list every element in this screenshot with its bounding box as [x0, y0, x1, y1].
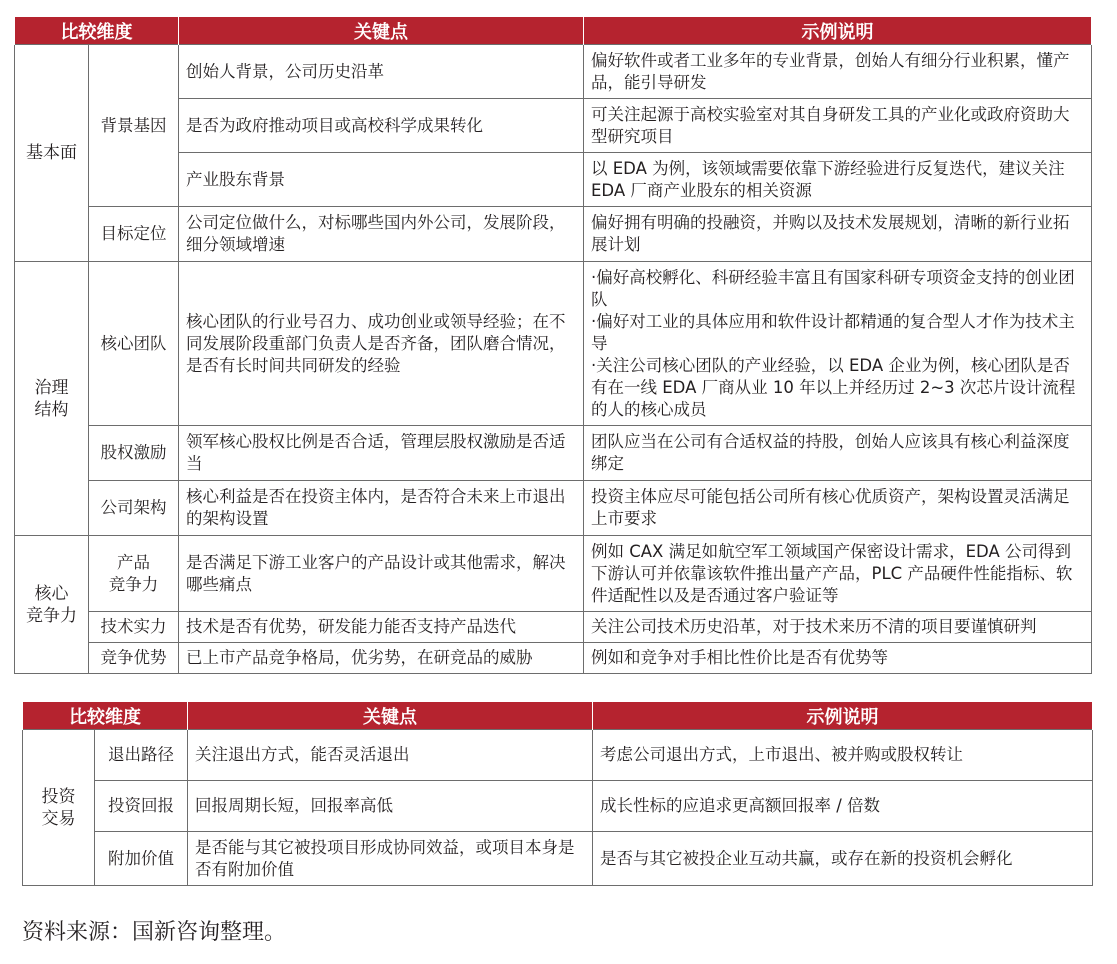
header-key-point: 关键点 — [188, 702, 593, 730]
example-cell: 考虑公司退出方式，上市退出、被并购或股权转让 — [593, 730, 1093, 781]
category-core-competence: 核心 竞争力 — [15, 536, 89, 674]
subcategory-technology: 技术实力 — [89, 612, 179, 643]
key-point-cell: 创始人背景，公司历史沿革 — [179, 45, 584, 99]
key-point-cell: 是否满足下游工业客户的产品设计或其他需求，解决哪些痛点 — [179, 536, 584, 612]
category-governance: 治理 结构 — [15, 262, 89, 536]
subcategory-advantage: 竞争优势 — [89, 643, 179, 674]
example-cell: 关注公司技术历史沿革，对于技术来历不清的项目要谨慎研判 — [584, 612, 1092, 643]
category-investment-transaction: 投资 交易 — [23, 730, 95, 886]
key-point-cell: 核心团队的行业号召力、成功创业或领导经验；在不同发展阶段重部门负责人是否齐备，团队磨合情况，是否有长时间共同研发的经验 — [179, 262, 584, 426]
subcategory-exit: 退出路径 — [95, 730, 188, 781]
table-row — [15, 207, 1092, 262]
key-point-cell: 是否能与其它被投项目形成协同效益，或项目本身是否有附加价值 — [188, 832, 593, 886]
example-cell: 团队应当在公司有合适权益的持股，创始人应该具有核心利益深度绑定 — [584, 426, 1092, 481]
example-cell: 成长性标的应追求更高额回报率 / 倍数 — [593, 781, 1093, 832]
table-row — [15, 426, 1092, 481]
table-row — [23, 832, 1093, 886]
example-bullet: ·偏好高校孵化、科研经验丰富且有国家科研专项资金支持的创业团队 — [591, 267, 1075, 309]
category-fundamentals: 基本面 — [15, 45, 89, 262]
table-row — [15, 481, 1092, 536]
key-point-cell: 技术是否有优势，研发能力能否支持产品迭代 — [179, 612, 584, 643]
subcategory-core-team: 核心团队 — [89, 262, 179, 426]
table-header-row — [15, 17, 1092, 45]
example-cell — [584, 262, 1092, 426]
header-example: 示例说明 — [584, 17, 1092, 45]
key-point-cell: 领军核心股权比例是否合适，管理层股权激励是否适当 — [179, 426, 584, 481]
table-row — [15, 45, 1092, 99]
subcategory-positioning: 目标定位 — [89, 207, 179, 262]
example-bullet: ·偏好对工业的具体应用和软件设计都精通的复合型人才作为技术主导 — [591, 311, 1075, 353]
subcategory-background: 背景基因 — [89, 45, 179, 207]
key-point-cell: 产业股东背景 — [179, 153, 584, 207]
example-cell: 投资主体应尽可能包括公司所有核心优质资产，架构设置灵活满足上市要求 — [584, 481, 1092, 536]
subcategory-return: 投资回报 — [95, 781, 188, 832]
subcategory-equity-incentive: 股权激励 — [89, 426, 179, 481]
header-example: 示例说明 — [593, 702, 1093, 730]
key-point-cell: 关注退出方式，能否灵活退出 — [188, 730, 593, 781]
example-cell: 偏好软件或者工业多年的专业背景，创始人有细分行业积累，懂产品，能引导研发 — [584, 45, 1092, 99]
subcategory-structure: 公司架构 — [89, 481, 179, 536]
key-point-cell: 核心利益是否在投资主体内，是否符合未来上市退出的架构设置 — [179, 481, 584, 536]
evaluation-table-1 — [14, 17, 1092, 674]
table-row — [15, 262, 1092, 426]
header-key-point: 关键点 — [179, 17, 584, 45]
subcategory-added-value: 附加价值 — [95, 832, 188, 886]
table-row — [15, 612, 1092, 643]
key-point-cell: 是否为政府推动项目或高校科学成果转化 — [179, 99, 584, 153]
subcategory-product: 产品 竞争力 — [89, 536, 179, 612]
key-point-cell: 回报周期长短，回报率高低 — [188, 781, 593, 832]
example-cell: 例如 CAX 满足如航空军工领域国产保密设计需求，EDA 公司得到下游认可并依靠该软件推出量产产品，PLC 产品硬件性能指标、软件适配性以及是否通过客户验证等 — [584, 536, 1092, 612]
table-row — [23, 781, 1093, 832]
header-dimension: 比较维度 — [15, 17, 179, 45]
example-cell: 例如和竞争对手相比性价比是否有优势等 — [584, 643, 1092, 674]
table-row — [23, 730, 1093, 781]
example-cell: 是否与其它被投企业互动共赢，或存在新的投资机会孵化 — [593, 832, 1093, 886]
key-point-cell: 已上市产品竞争格局，优劣势，在研竞品的威胁 — [179, 643, 584, 674]
table-row — [15, 643, 1092, 674]
source-note: 资料来源：国新咨询整理。 — [22, 920, 287, 945]
evaluation-table-2 — [22, 702, 1093, 886]
example-cell: 以 EDA 为例，该领域需要依靠下游经验进行反复迭代，建议关注 EDA 厂商产业股东的相关资源 — [584, 153, 1092, 207]
example-cell: 偏好拥有明确的投融资，并购以及技术发展规划，清晰的新行业拓展计划 — [584, 207, 1092, 262]
header-dimension: 比较维度 — [23, 702, 188, 730]
key-point-cell: 公司定位做什么，对标哪些国内外公司，发展阶段，细分领域增速 — [179, 207, 584, 262]
table-header-row — [23, 702, 1093, 730]
example-bullet: ·关注公司核心团队的产业经验，以 EDA 企业为例，核心团队是否有在一线 EDA 厂商从业 10 年以上并经历过 2~3 次芯片设计流程的人的核心成员 — [591, 355, 1076, 419]
table-row — [15, 536, 1092, 612]
example-cell: 可关注起源于高校实验室对其自身研发工具的产业化或政府资助大型研究项目 — [584, 99, 1092, 153]
